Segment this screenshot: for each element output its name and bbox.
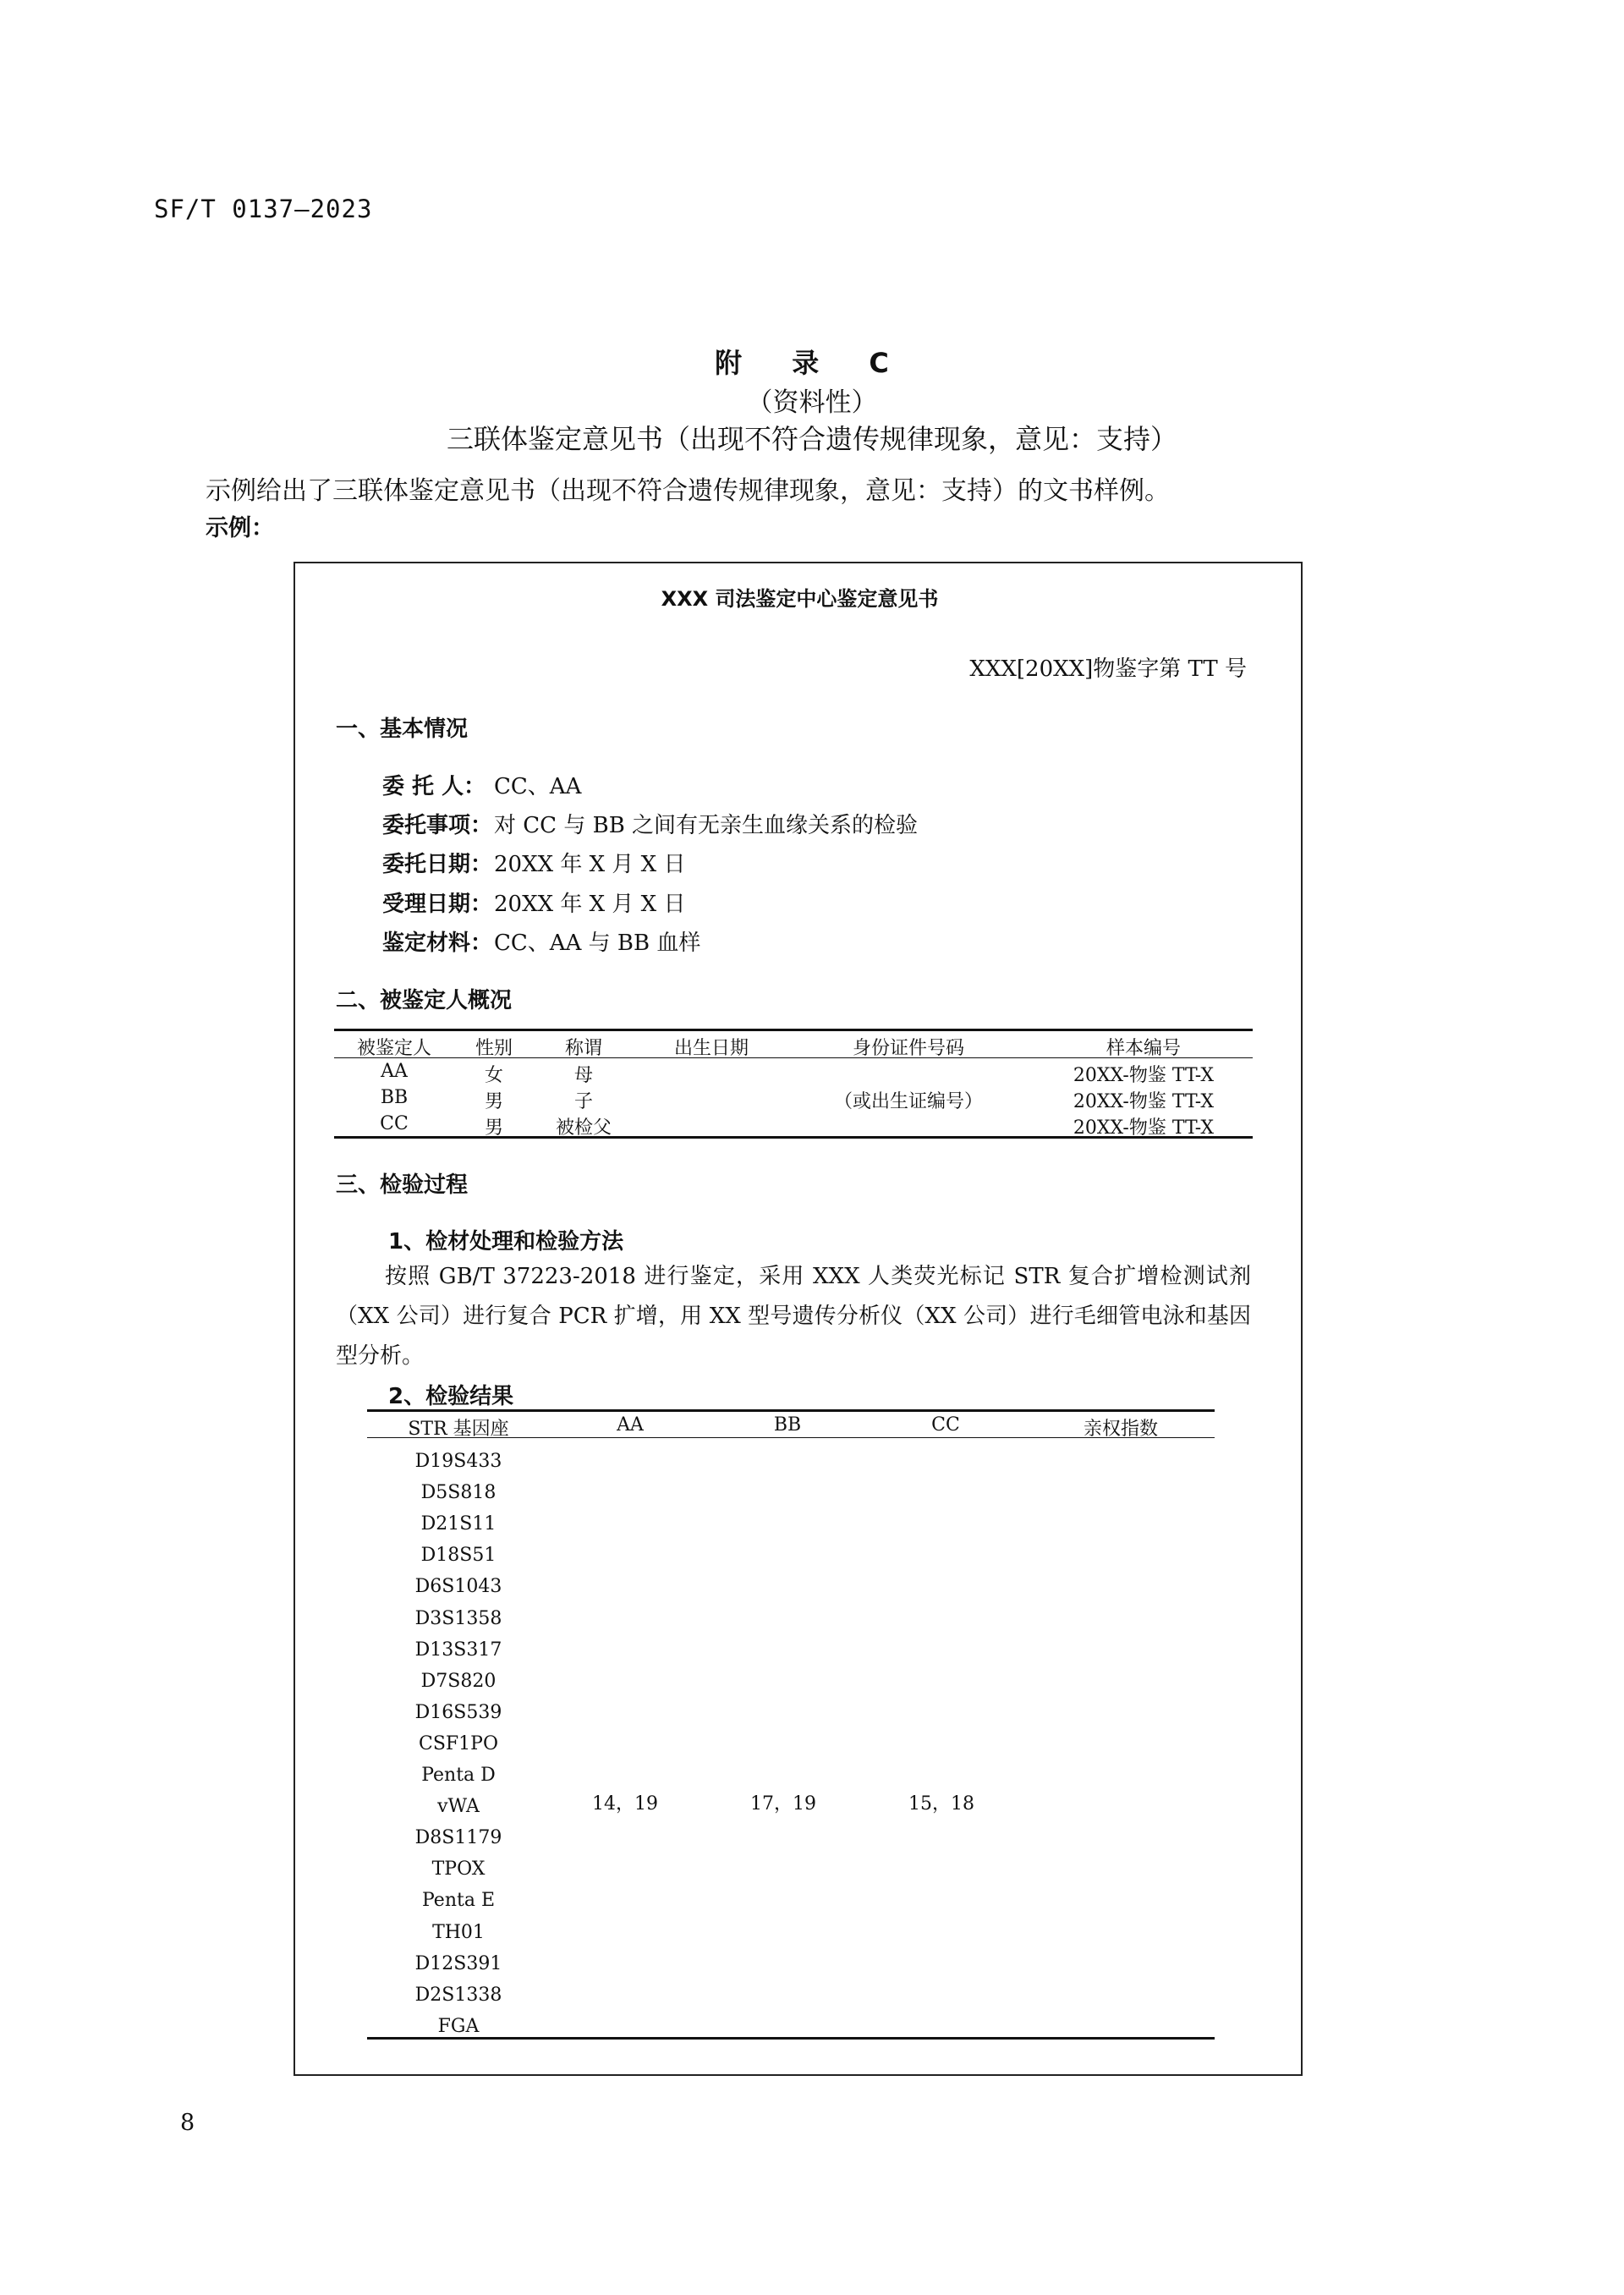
label-accept-date: 受理日期： (382, 892, 493, 917)
str-locus: D2S1338 (414, 1984, 502, 2006)
str-locus: D5S818 (420, 1482, 497, 1504)
t1-col-title: 称谓 (564, 1038, 603, 1059)
appendix-intro: 示例给出了三联体鉴定意见书（出现不符合遗传规律现象，意见：支持）的文书样例。 (206, 476, 1170, 506)
str-locus: D19S433 (414, 1451, 502, 1472)
str-locus: D3S1358 (414, 1607, 502, 1629)
str-locus: CSF1PO (418, 1732, 499, 1754)
str-locus: TPOX (431, 1859, 486, 1880)
str-locus: Penta E (421, 1890, 496, 1912)
value-client: CC、AA (494, 774, 582, 799)
appendix-type: （资料性） (746, 387, 878, 418)
section2-heading: 二、被鉴定人概况 (336, 988, 513, 1013)
section3-sub1: 1、检材处理和检验方法 (388, 1229, 624, 1255)
str-locus: D8S1179 (414, 1827, 502, 1849)
table2-bottom-rule (367, 2037, 1215, 2040)
t1-r2-sex: 男 (484, 1091, 504, 1112)
vwa-aa-value: 14，19 (592, 1793, 658, 1815)
t1-r3-person: CC (380, 1113, 409, 1134)
table1-top-rule (334, 1029, 1253, 1031)
appendix-title: 附 录 C (715, 347, 909, 379)
report-frame (294, 562, 1303, 2076)
str-locus: vWA (437, 1796, 480, 1818)
t1-col-person: 被鉴定人 (356, 1038, 432, 1059)
section1-heading: 一、基本情况 (336, 717, 469, 742)
t1-r1-sex: 女 (484, 1065, 504, 1086)
t1-r2-person: BB (380, 1087, 409, 1108)
str-locus: D6S1043 (414, 1576, 502, 1598)
t1-col-sex: 性别 (475, 1038, 513, 1059)
str-locus: D12S391 (414, 1952, 502, 1974)
t1-r2-title: 子 (573, 1091, 594, 1112)
t2-col-cc: CC (931, 1414, 960, 1436)
standard-code: SF/T 0137—2023 (154, 195, 373, 223)
str-locus: D7S820 (420, 1670, 497, 1692)
t1-r1-title: 母 (573, 1065, 594, 1086)
t1-r1-sample: 20XX-物鉴 TT-X (1073, 1065, 1215, 1086)
str-locus: D18S51 (420, 1545, 497, 1567)
t1-r3-sample: 20XX-物鉴 TT-X (1073, 1117, 1215, 1139)
label-client: 委 托 人： (382, 774, 486, 799)
example-label: 示例： (206, 515, 274, 541)
section3-sub2: 2、检验结果 (388, 1384, 514, 1409)
vwa-bb-value: 17，19 (750, 1793, 816, 1815)
value-material: CC、AA 与 BB 血样 (494, 931, 701, 956)
str-locus: D21S11 (420, 1513, 497, 1535)
value-entrust-date: 20XX 年 X 月 X 日 (494, 852, 686, 877)
t2-col-pi: 亲权指数 (1083, 1419, 1159, 1440)
t1-r2-sample: 20XX-物鉴 TT-X (1073, 1091, 1215, 1112)
str-locus: Penta D (421, 1765, 496, 1786)
t1-col-id: 身份证件号码 (852, 1038, 965, 1059)
t1-r3-sex: 男 (484, 1117, 504, 1139)
label-material: 鉴定材料： (382, 931, 493, 956)
page-number: 8 (180, 2110, 195, 2136)
str-locus: TH01 (432, 1921, 485, 1943)
method-paragraph: 按照 GB/T 37223-2018 进行鉴定，采用 XXX 人类荧光标记 STR 复合扩增检测试剂（XX 公司）进行复合 PCR 扩增，用 XX 型号遗传分析仪（XX 公司）进行毛细管电泳和基因型分析。 (336, 1264, 1251, 1369)
t1-col-birth: 出生日期 (673, 1038, 749, 1059)
table2-top-rule (367, 1409, 1215, 1412)
value-accept-date: 20XX 年 X 月 X 日 (494, 892, 686, 917)
label-entrust-date: 委托日期： (382, 852, 493, 877)
t1-col-sample: 样本编号 (1106, 1038, 1182, 1059)
value-matter: 对 CC 与 BB 之间有无亲生血缘关系的检验 (494, 813, 919, 838)
t2-col-bb: BB (773, 1414, 802, 1436)
appendix-name: 三联体鉴定意见书（出现不符合遗传规律现象，意见：支持） (446, 423, 1177, 455)
t1-r2-id: （或出生证编号） (833, 1091, 984, 1112)
report-title: XXX 司法鉴定中心鉴定意见书 (661, 587, 939, 611)
section3-heading: 三、检验过程 (336, 1172, 469, 1198)
report-doc-number: XXX[20XX]物鉴字第 TT 号 (969, 656, 1247, 682)
str-locus: D16S539 (414, 1701, 502, 1723)
str-locus: D13S317 (414, 1639, 502, 1661)
t1-r1-person: AA (381, 1061, 408, 1082)
label-matter: 委托事项： (382, 813, 493, 838)
t2-col-aa: AA (617, 1414, 644, 1436)
t2-col-locus: STR 基因座 (408, 1419, 509, 1440)
str-locus: FGA (437, 2015, 480, 2037)
t1-r3-title: 被检父 (555, 1117, 612, 1139)
vwa-cc-value: 15，18 (908, 1793, 974, 1815)
